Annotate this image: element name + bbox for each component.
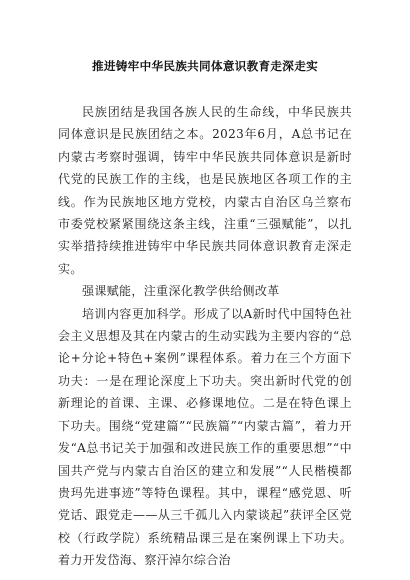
section-heading: 强课赋能，注重深化教学供给侧改革 (82, 284, 280, 299)
intro-paragraph: 民族团结是我国各族人民的生命线，中华民族共同体意识是民族团结之本。2023年6月，A总书记在内蒙古考察时强调，铸牢中华民族共同体意识是新时代党的民族工作的主线，也是民族地区各项工作的主线。作为民族地区地方党校，内蒙古自治区乌兰察布市委党校紧紧围绕这条主线，注重“三强赋能”，以扎实举措持续推进铸牢中华民族共同体意识教育走深走实。 (58, 105, 352, 276)
body-paragraph: 培训内容更加科学。形成了以A新时代中国特色社会主义思想及其在内蒙古的生动实践为主要内容的“总论+分论+特色+案例”课程体系。着力在三个方面下功夫：一是在理论深度上下功夫。突出新时代党的创新理论的首课、主课、必修课地位。二是在特色课上下功夫。围绕“党建篇”“民族篇”“内蒙古篇”，着力开发“A总书记关于加强和改进民族工作的重要思想”“中国共产党与内蒙古自治区的建立和发展”“人民楷模都贵玛先进事迹”等特色课程。其中，课程“感党恩、听党话、跟党走——从三千孤儿入内蒙谈起”获评全区党校（行政学院）系统精品课三是在案例课上下功夫。着力开发岱海、察汗淖尔综合治 (58, 306, 352, 568)
document-title: 推进铸牢中华民族共同体意识教育走深走实 (92, 59, 318, 73)
